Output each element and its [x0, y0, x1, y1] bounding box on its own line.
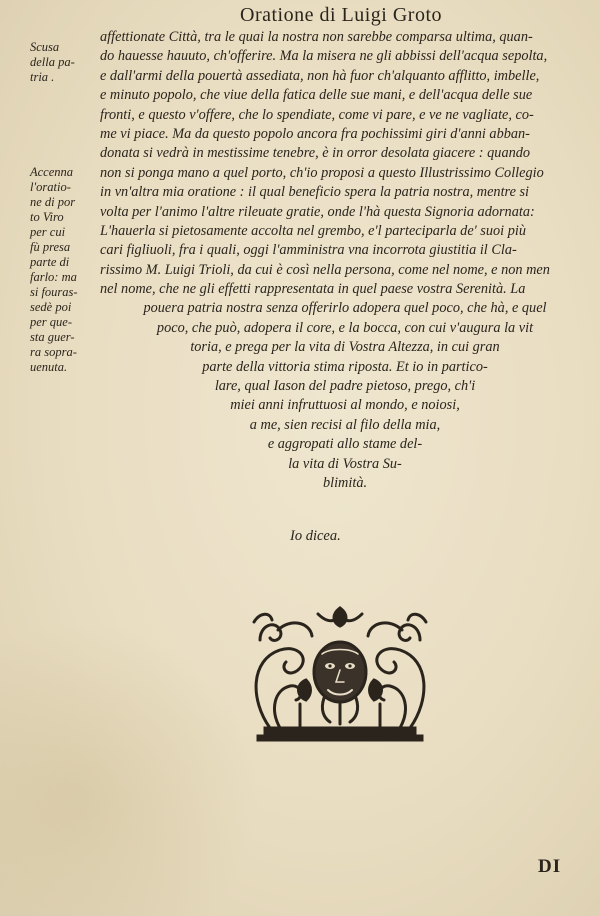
body-line: volta per l'animo l'altre rileuate gratie, onde l'hà questa Signoria adornata: — [100, 203, 535, 220]
body-line: do hauesse hauuto, ch'offerire. Ma la misera ne gli abbissi dell'acqua sepolta, — [100, 48, 548, 65]
margin-note-line: della pa- — [30, 55, 75, 69]
body-line: e minuto popolo, che viue della fatica delle sue mani, e dell'acqua delle sue — [100, 87, 533, 104]
margin-note-excuse — [30, 40, 75, 85]
margin-note-line: per que- — [30, 315, 72, 329]
body-line-tapered: poco, che può, adopera il core, e la bocca, con cui v'augura la vit — [156, 319, 534, 336]
body-line: in vn'altra mia oratione : il qual beneficio spera la patria nostra, mentre si — [100, 184, 530, 201]
margin-note-line: Scusa — [30, 40, 60, 54]
body-line-tapered: blimità. — [322, 474, 368, 491]
margin-note-line: Accenna — [30, 165, 74, 179]
body-line: L'hauerla si pietosamente accolta nel grembo, e'l parteciparla de' suoi più — [100, 222, 526, 239]
margin-note-line: uenuta. — [30, 360, 68, 374]
body-line-tapered: a me, sien recisi al filo della mia, — [249, 416, 441, 433]
margin-note-line: l'oratio- — [30, 180, 71, 194]
signature-mark: DI — [538, 856, 562, 877]
body-line-tapered: e aggropati allo stame del- — [267, 436, 423, 453]
body-line-tapered: la vita di Vostra Su- — [288, 455, 402, 472]
body-line: non si ponga mano a quel porto, ch'io proposi a questo Illustrissimo Collegio — [100, 164, 544, 181]
margin-note-line: parte di — [30, 255, 70, 269]
body-line: cari figliuoli, fra i quali, oggi l'amministra vna incorrota giustitia il Cla- — [100, 242, 517, 259]
margin-note-line: sedè poi — [30, 300, 72, 314]
margin-note-oration — [30, 165, 78, 375]
margin-note-line: to Viro — [30, 210, 64, 224]
body-line: fronti, e questo v'offere, che lo spendiate, come vi pare, e ve ne vagliate, co- — [100, 106, 534, 123]
body-line-tapered: lare, qual Iason del padre pietoso, prego, ch'i — [214, 378, 476, 395]
body-line: affettionate Città, tra le quai la nostra non sarebbe comparsa ultima, quan- — [100, 29, 533, 45]
signoff: Io dicea. — [290, 528, 341, 544]
body-line: me vi piace. Ma da questo popolo ancora fra pochissimi giri d'anni abban- — [100, 125, 530, 142]
body-line-tapered: toria, e prega per la vita di Vostra Altezza, in cui gran — [190, 339, 500, 356]
margin-note-line: per cui — [30, 225, 66, 239]
body-text — [100, 28, 590, 493]
margin-note-line: fù presa — [30, 240, 71, 254]
body-line: rissimo M. Luigi Trioli, da cui è così nella persona, come nel nome, e non men — [100, 261, 550, 278]
body-line: e dall'armi della pouertà assediata, non hà fuor ch'alquanto afflitto, imbelle, — [100, 67, 540, 84]
woodcut-ornament-mask — [240, 600, 440, 750]
margin-note-line: sta guer- — [30, 330, 75, 344]
margin-note-line: farlo: ma — [30, 270, 77, 284]
body-line-tapered: pouera patria nostra senza offerirlo adopera quel poco, che hà, e quel — [143, 300, 547, 317]
body-line: nel nome, che ne gli effetti rappresentata in quel paese vostra Serenità. La — [100, 281, 526, 298]
body-line-tapered: miei anni infruttuosi al mondo, e noiosi, — [230, 397, 460, 414]
margin-note-line: tria . — [30, 70, 55, 84]
paper-stain — [0, 620, 260, 916]
margin-note-line: ne di por — [30, 195, 76, 209]
margin-note-line: si fouras- — [30, 285, 78, 299]
body-line: donata si vedrà in mestissime tenebre, è in orror desolata giacere : quando — [100, 145, 531, 162]
margin-note-line: ra sopra- — [30, 345, 77, 359]
body-line-tapered: parte della vittoria stima riposta. Et io in partico- — [202, 358, 488, 375]
page-header: Oratione di Luigi Groto — [240, 4, 443, 26]
